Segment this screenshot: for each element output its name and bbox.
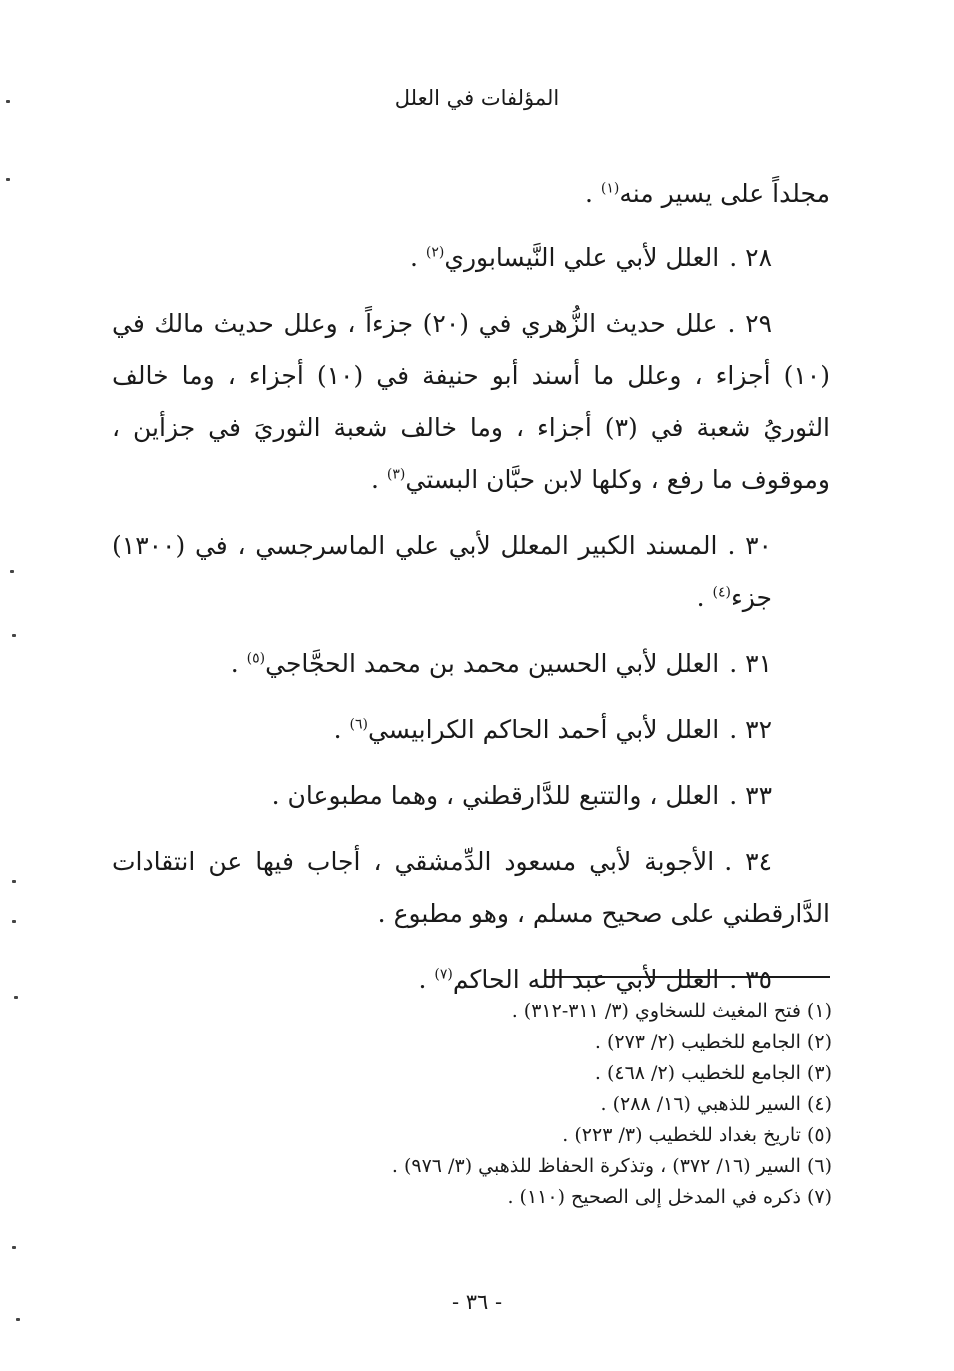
- running-header: المؤلفات في العلل: [394, 86, 560, 110]
- entry-text: علل حديث الزُّهري في (٢٠) جزءاً ، وعلل حديث مالك في (١٠) أجزاء ، وعلل ما أسند أبو حنيفة في (١٠) أجزاء ، وما خالف الثوريُ شعبة في (٣) أجزاء ، وما خالف شعبة الثوريَ في جزأين ، وموقوف ما رفع ، وكلها لابن حبَّان البستي: [112, 309, 831, 494]
- entry-30: [112, 520, 830, 624]
- entry-31: [112, 638, 830, 690]
- scan-speck: [6, 100, 10, 103]
- scan-speck: [16, 1318, 20, 1321]
- main-text: [112, 168, 830, 1020]
- footnote-4: (٤) السير للذهبي (١٦/ ٢٨٨) .: [600, 1093, 832, 1115]
- entry-32: [112, 704, 830, 756]
- entry-text: العلل لأبي الحسين محمد بن محمد الحجَّاجي: [265, 649, 720, 678]
- entry-end: .: [418, 965, 435, 994]
- entry-end: .: [696, 583, 713, 612]
- continuation-paragraph: [112, 168, 830, 220]
- entry-34: [112, 836, 830, 940]
- scan-speck: [12, 1246, 16, 1249]
- entry-end: .: [371, 465, 387, 494]
- footnote-1: (١) فتح المغيث للسخاوي (٣/ ٣١١-٣١٢) .: [511, 1000, 832, 1022]
- footnote-3: (٣) الجامع للخطيب (٢/ ٤٦٨) .: [594, 1062, 832, 1084]
- footnote-ref-3: (٣): [386, 466, 406, 483]
- entry-29: [112, 298, 830, 506]
- entry-number: ٢٨ .: [729, 243, 772, 272]
- footnotes: [300, 996, 832, 1213]
- paragraph-end: .: [584, 179, 601, 208]
- entry-33: [112, 770, 830, 822]
- scan-speck: [12, 920, 16, 923]
- scan-speck: [12, 634, 16, 637]
- entry-text: المسند الكبير المعلل لأبي علي الماسرجسي ، في (١٣٠٠) جزء: [112, 531, 772, 612]
- footnote-separator: [546, 976, 830, 978]
- entry-number: ٣٤ .: [724, 847, 772, 876]
- entry-text: العلل ، والتتبع للدَّارقطني ، وهما مطبوعان .: [271, 781, 720, 810]
- footnote-ref-7: (٧): [434, 966, 453, 983]
- entry-text: العلل لأبي علي النَّيسابوري: [444, 243, 720, 272]
- entry-number: ٢٩ .: [727, 309, 772, 338]
- footnote-7: (٧) ذكره في المدخل إلى الصحيح (١١٠) .: [507, 1186, 832, 1208]
- entry-end: .: [333, 715, 350, 744]
- entry-28: [112, 232, 830, 284]
- entry-number: ٣٥ .: [729, 965, 772, 994]
- entry-number: ٣٢ .: [729, 715, 772, 744]
- entry-number: ٣١ .: [729, 649, 772, 678]
- footnote-5: (٥) تاريخ بغداد للخطيب (٣/ ٢٢٣) .: [562, 1124, 832, 1146]
- entry-text: الأجوبة لأبي مسعود الدِّمشقي ، أجاب فيها عن انتقادات الدَّارقطني على صحيح مسلم ، وهو مطبوع .: [112, 847, 830, 928]
- entry-text: العلل لأبي عبد الله الحاكم: [452, 965, 720, 994]
- entry-number: ٣٣ .: [729, 781, 772, 810]
- entry-text: العلل لأبي أحمد الحاكم الكرابيسي: [367, 715, 720, 744]
- entry-number: ٣٠ .: [727, 531, 772, 560]
- page-number: - ٣٦ -: [451, 1290, 503, 1314]
- footnote-6: (٦) السير (١٦/ ٣٧٢) ، وتذكرة الحفاظ للذهبي (٣/ ٩٧٦) .: [391, 1155, 832, 1177]
- paragraph-text: مجلداً على يسير منه: [619, 179, 830, 208]
- footnote-ref-5: (٥): [246, 650, 266, 667]
- scan-speck: [14, 996, 18, 999]
- footnote-2: (٢) الجامع للخطيب (٢/ ٢٧٣) .: [594, 1031, 832, 1053]
- footnote-ref-6: (٦): [349, 716, 368, 733]
- entry-end: .: [410, 243, 426, 272]
- scan-speck: [6, 178, 10, 181]
- footnote-ref-1: (١): [600, 180, 620, 197]
- entry-end: .: [230, 649, 247, 678]
- footnote-ref-2: (٢): [425, 244, 445, 261]
- scan-speck: [10, 570, 14, 573]
- footnote-ref-4: (٤): [712, 584, 731, 601]
- scan-speck: [12, 880, 16, 883]
